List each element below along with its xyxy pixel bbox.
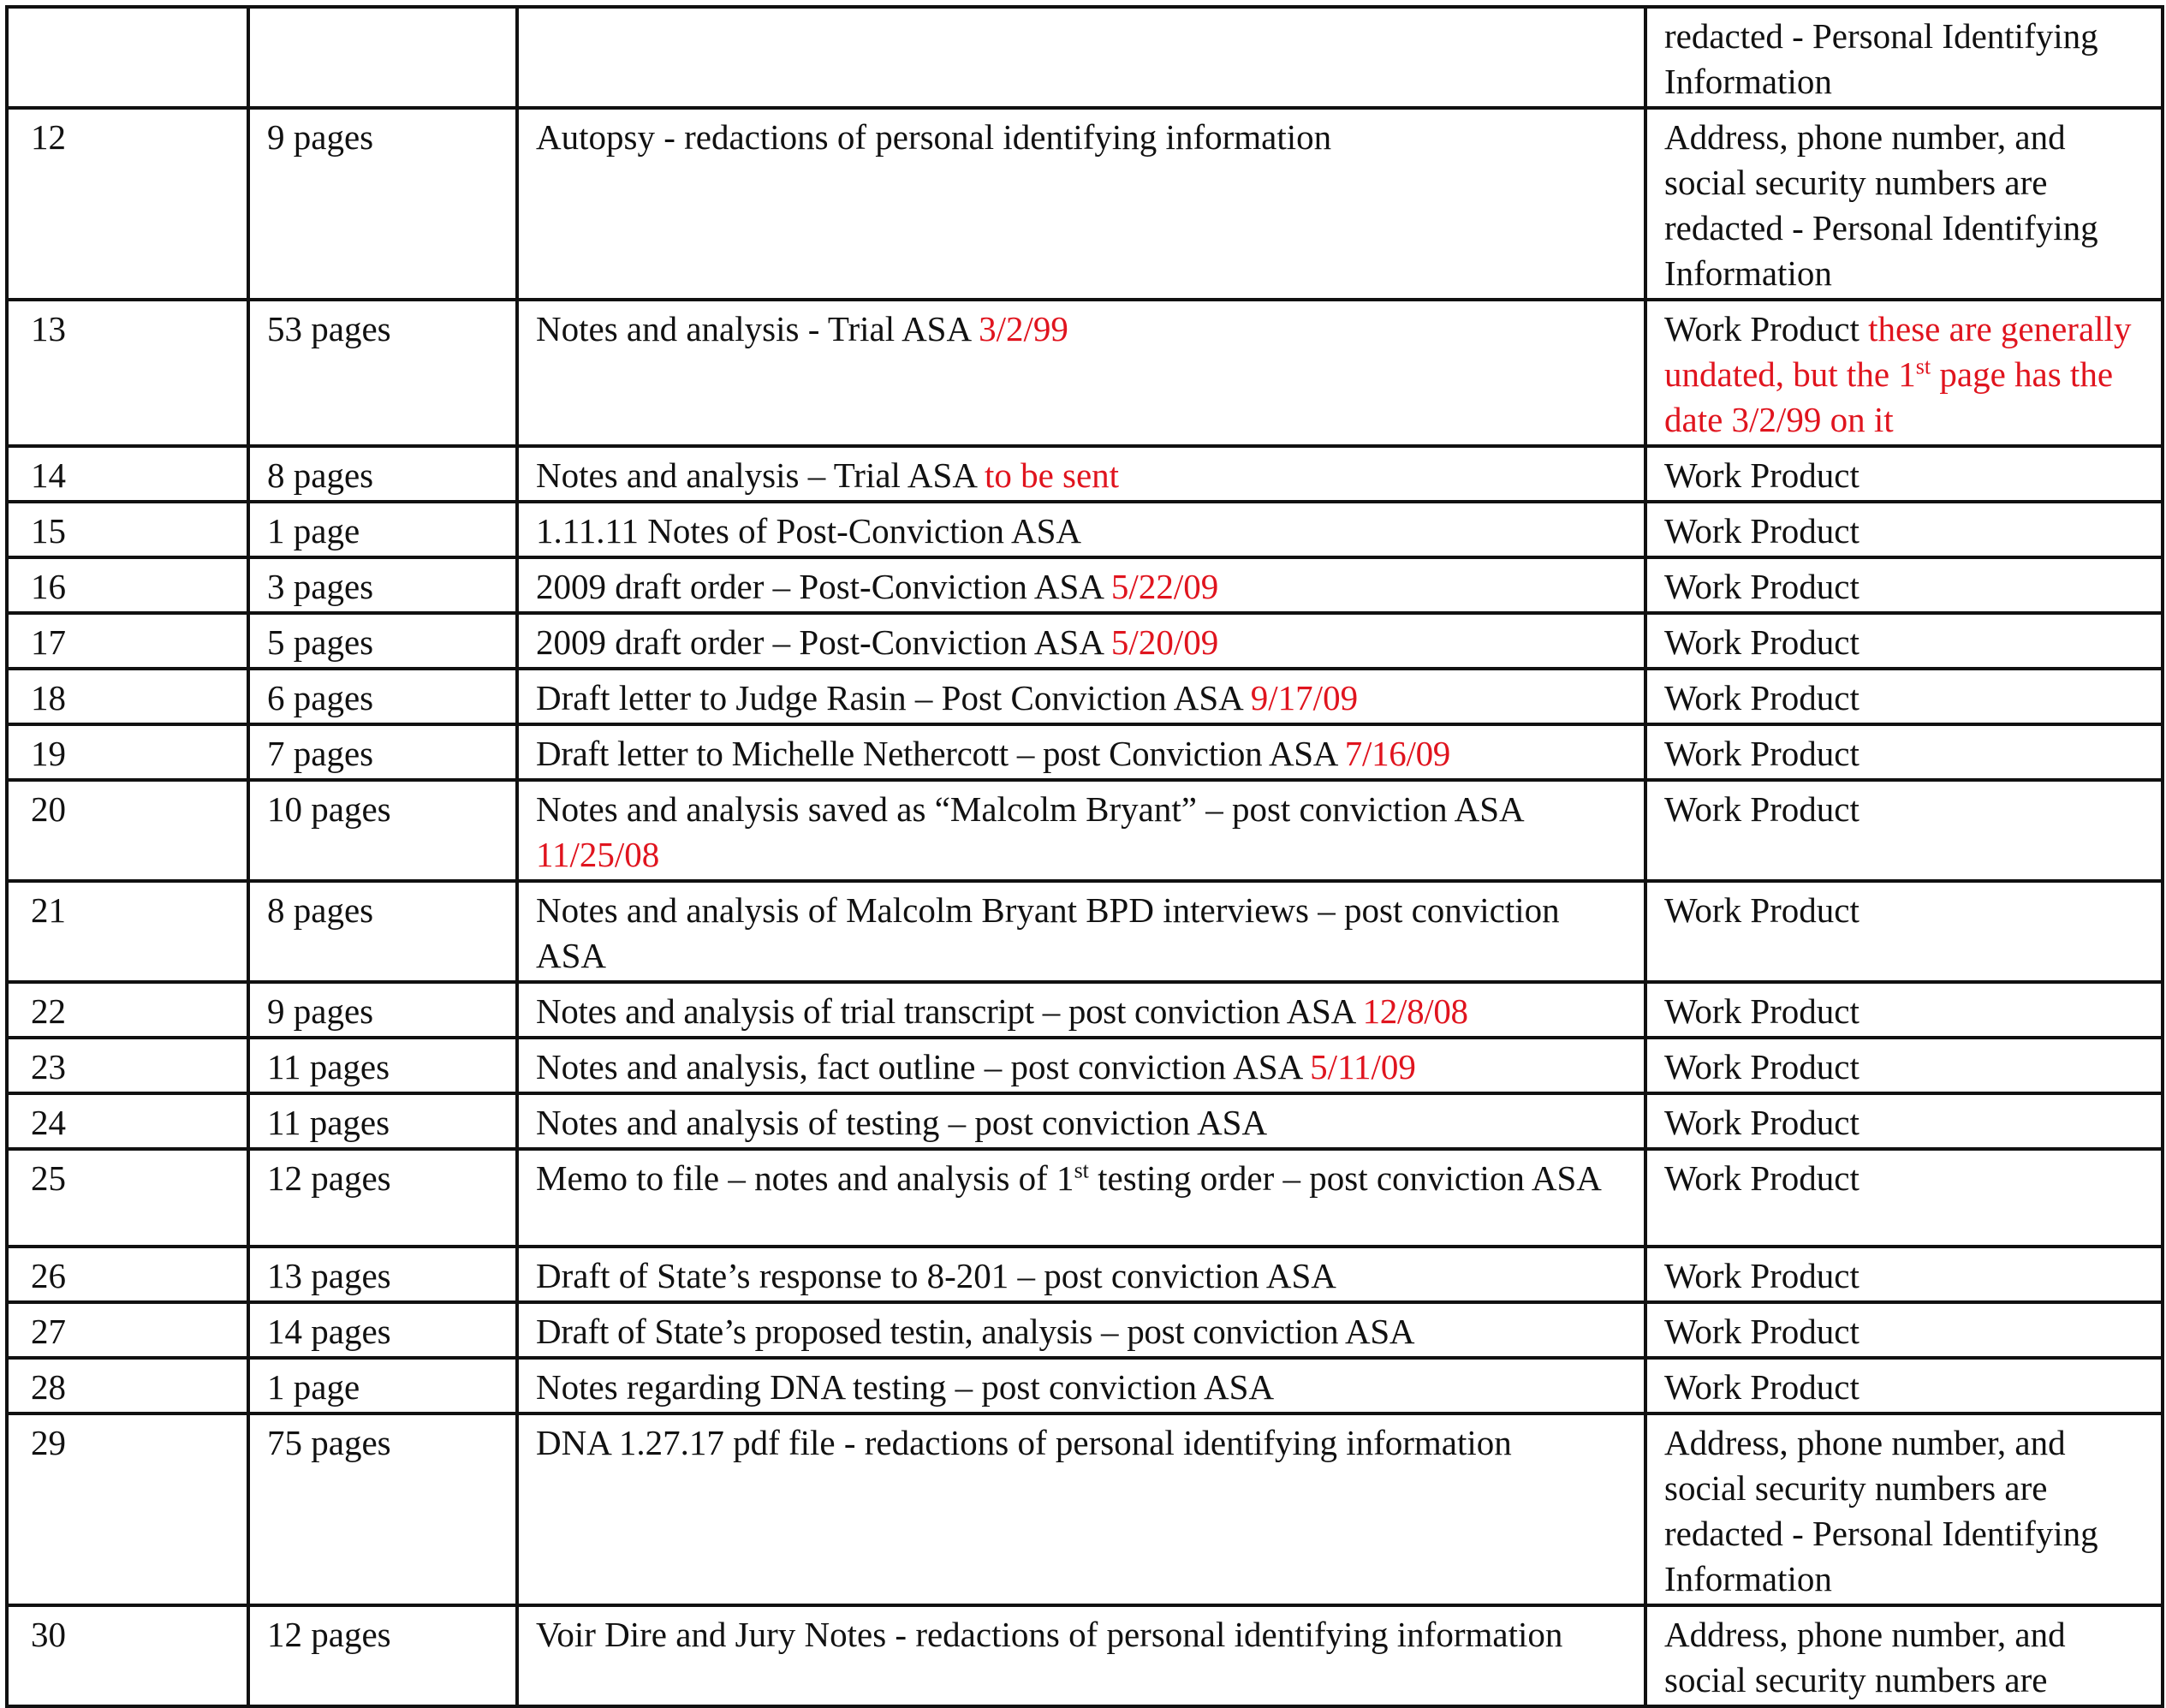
- withholding-basis-cell: Work Product: [1645, 1247, 2163, 1302]
- description-text: Draft letter to Judge Rasin – Post Conviction ASA: [536, 678, 1242, 717]
- item-number-cell: 28: [7, 1358, 248, 1413]
- description-cell: [517, 780, 1645, 881]
- page-count-cell: 12 pages: [248, 1605, 517, 1706]
- page-count-cell: 13 pages: [248, 1247, 517, 1302]
- withholding-basis-cell: Work Product: [1645, 1093, 2163, 1149]
- description-cell: [517, 613, 1645, 669]
- date-annotation: 7/16/09: [1344, 734, 1450, 773]
- date-annotation: to be sent: [984, 455, 1120, 495]
- page-count-cell: 9 pages: [248, 108, 517, 300]
- page-count-cell: 10 pages: [248, 780, 517, 881]
- description-text: 2009 draft order – Post-Conviction ASA: [536, 567, 1103, 606]
- page-count-cell: 9 pages: [248, 982, 517, 1038]
- page-count-cell: 53 pages: [248, 300, 517, 446]
- item-number-cell: 13: [7, 300, 248, 446]
- description-cell: [517, 557, 1645, 613]
- table-row: [7, 7, 2163, 108]
- description-text: Notes and analysis, fact outline – post conviction ASA: [536, 1047, 1301, 1086]
- description-cell: Notes and analysis of testing – post conviction ASA: [517, 1093, 1645, 1149]
- ordinal-suffix: st: [1915, 354, 1931, 379]
- withholding-basis-cell: Work Product: [1645, 881, 2163, 982]
- description-cell: Notes regarding DNA testing – post conviction ASA: [517, 1358, 1645, 1413]
- ordinal-suffix: st: [1074, 1158, 1089, 1183]
- date-annotation: 3/2/99: [979, 309, 1068, 348]
- page-count-cell: 1 page: [248, 502, 517, 557]
- table-row: [7, 502, 2163, 557]
- description-cell: [517, 446, 1645, 502]
- description-cell: [517, 669, 1645, 724]
- description-text: 2009 draft order – Post-Conviction ASA: [536, 622, 1103, 662]
- table-row: [7, 1247, 2163, 1302]
- item-number-cell: 16: [7, 557, 248, 613]
- date-annotation: 5/22/09: [1110, 567, 1219, 606]
- page-count-cell: 11 pages: [248, 1038, 517, 1093]
- page-count-cell: 11 pages: [248, 1093, 517, 1149]
- item-number-cell: 27: [7, 1302, 248, 1358]
- description-cell: Notes and analysis of Malcolm Bryant BPD interviews – post conviction ASA: [517, 881, 1645, 982]
- withholding-basis-cell: redacted - Personal Identifying Information: [1645, 7, 2163, 108]
- basis-annotation: these are generally undated, but the 1: [1664, 309, 2132, 394]
- item-number-cell: 15: [7, 502, 248, 557]
- description-cell: [517, 724, 1645, 780]
- description-cell: [517, 300, 1645, 446]
- withholding-basis-cell: Work Product: [1645, 1149, 2163, 1247]
- description-cell: [517, 1149, 1645, 1247]
- item-number-cell: 29: [7, 1413, 248, 1605]
- table-row: [7, 1413, 2163, 1605]
- table-row: [7, 1605, 2163, 1706]
- withholding-basis-cell: Address, phone number, and social security numbers are redacted - Personal Identifying Information: [1645, 108, 2163, 300]
- item-number-cell: 21: [7, 881, 248, 982]
- withholding-basis-cell: Work Product: [1645, 557, 2163, 613]
- table-row: [7, 446, 2163, 502]
- table-row: [7, 669, 2163, 724]
- description-text: Notes and analysis saved as “Malcolm Bryant” – post conviction ASA: [536, 789, 1523, 829]
- table-row: [7, 1302, 2163, 1358]
- withholding-basis-cell: Work Product: [1645, 724, 2163, 780]
- description-cell: Voir Dire and Jury Notes - redactions of personal identifying information: [517, 1605, 1645, 1706]
- table-row: [7, 613, 2163, 669]
- withholding-basis-cell: Work Product: [1645, 502, 2163, 557]
- withholding-basis-cell: [1645, 300, 2163, 446]
- table-row: [7, 1093, 2163, 1149]
- item-number-cell: 19: [7, 724, 248, 780]
- withholding-basis-cell: Address, phone number, and social security numbers are redacted - Personal Identifying Information: [1645, 1413, 2163, 1605]
- table-row: [7, 982, 2163, 1038]
- page-count-cell: 14 pages: [248, 1302, 517, 1358]
- page-count-cell: 12 pages: [248, 1149, 517, 1247]
- item-number-cell: 18: [7, 669, 248, 724]
- description-text-continued: testing order – post conviction ASA: [1098, 1158, 1602, 1198]
- description-text: Draft letter to Michelle Nethercott – post Conviction ASA: [536, 734, 1336, 773]
- item-number-cell: 26: [7, 1247, 248, 1302]
- item-number-cell: [7, 7, 248, 108]
- description-cell: [517, 1038, 1645, 1093]
- withholding-basis-cell: Work Product: [1645, 446, 2163, 502]
- page-count-cell: [248, 7, 517, 108]
- table-row: [7, 881, 2163, 982]
- date-annotation: 11/25/08: [536, 835, 660, 874]
- item-number-cell: 24: [7, 1093, 248, 1149]
- table-row: [7, 1038, 2163, 1093]
- item-number-cell: 25: [7, 1149, 248, 1247]
- withholding-basis-cell: Work Product: [1645, 613, 2163, 669]
- withholding-basis-cell: Work Product: [1645, 780, 2163, 881]
- description-cell: Draft of State’s response to 8-201 – post conviction ASA: [517, 1247, 1645, 1302]
- table-row: [7, 108, 2163, 300]
- page-count-cell: 6 pages: [248, 669, 517, 724]
- item-number-cell: 12: [7, 108, 248, 300]
- withholding-basis-cell: Work Product: [1645, 982, 2163, 1038]
- description-cell: Draft of State’s proposed testin, analysis – post conviction ASA: [517, 1302, 1645, 1358]
- item-number-cell: 23: [7, 1038, 248, 1093]
- withholding-basis-cell: Work Product: [1645, 1358, 2163, 1413]
- item-number-cell: 14: [7, 446, 248, 502]
- date-annotation: 9/17/09: [1250, 678, 1359, 717]
- table-row: [7, 1358, 2163, 1413]
- date-annotation: 5/20/09: [1110, 622, 1219, 662]
- date-annotation: 12/8/08: [1362, 991, 1468, 1031]
- withholding-basis-cell: Work Product: [1645, 1038, 2163, 1093]
- page-count-cell: 8 pages: [248, 881, 517, 982]
- description-text: Notes and analysis of trial transcript – post conviction ASA: [536, 991, 1354, 1031]
- item-number-cell: 17: [7, 613, 248, 669]
- page-count-cell: 8 pages: [248, 446, 517, 502]
- page-count-cell: 7 pages: [248, 724, 517, 780]
- table-row: [7, 1149, 2163, 1247]
- description-text: Memo to file – notes and analysis of 1: [536, 1158, 1074, 1198]
- item-number-cell: 22: [7, 982, 248, 1038]
- description-text: Notes and analysis – Trial ASA: [536, 455, 976, 495]
- table-row: [7, 724, 2163, 780]
- description-cell: 1.11.11 Notes of Post-Conviction ASA: [517, 502, 1645, 557]
- withholding-basis-cell: Address, phone number, and social security numbers are: [1645, 1605, 2163, 1706]
- table-row: [7, 300, 2163, 446]
- date-annotation: 5/11/09: [1310, 1047, 1416, 1086]
- description-cell: Autopsy - redactions of personal identifying information: [517, 108, 1645, 300]
- withheld-documents-table: [5, 5, 2164, 1708]
- description-text: Notes and analysis - Trial ASA: [536, 309, 970, 348]
- basis-text: Work Product: [1664, 309, 1860, 348]
- description-cell: [517, 7, 1645, 108]
- page-count-cell: 1 page: [248, 1358, 517, 1413]
- withholding-basis-cell: Work Product: [1645, 669, 2163, 724]
- description-cell: DNA 1.27.17 pdf file - redactions of personal identifying information: [517, 1413, 1645, 1605]
- basis-annotation-continued: page has the date 3/2/99 on it: [1664, 354, 2114, 439]
- item-number-cell: 20: [7, 780, 248, 881]
- table-row: [7, 780, 2163, 881]
- item-number-cell: 30: [7, 1605, 248, 1706]
- page-count-cell: 3 pages: [248, 557, 517, 613]
- page-count-cell: 75 pages: [248, 1413, 517, 1605]
- withholding-basis-cell: Work Product: [1645, 1302, 2163, 1358]
- description-cell: [517, 982, 1645, 1038]
- table-row: [7, 557, 2163, 613]
- page-count-cell: 5 pages: [248, 613, 517, 669]
